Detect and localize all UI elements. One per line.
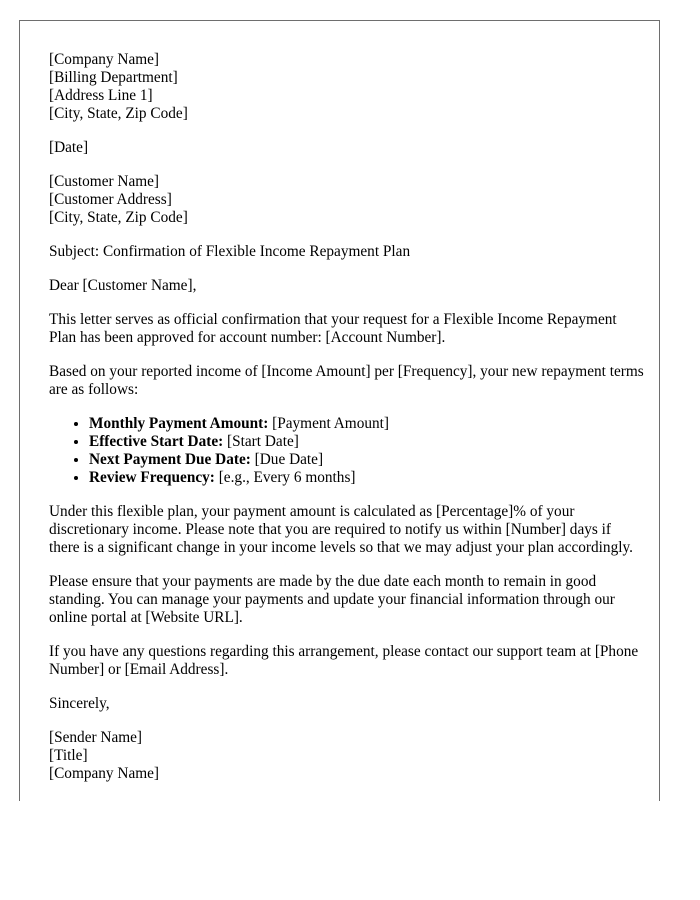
contact-paragraph: If you have any questions regarding this arrangement, please contact our support team at [Phone Number] or [Email Address].	[49, 643, 639, 678]
term-value: [Start Date]	[223, 433, 299, 450]
term-value: [Due Date]	[250, 451, 324, 468]
repayment-terms-list	[49, 415, 645, 487]
term-label: Next Payment Due Date:	[89, 451, 251, 468]
term-label: Monthly Payment Amount:	[89, 415, 269, 432]
payments-paragraph: Please ensure that your payments are made by the due date each month to remain in good standing. You can manage your payments and update your financial information through our online portal at [Website URL].	[49, 573, 615, 626]
term-value: [Payment Amount]	[268, 415, 389, 432]
sender-address-block	[49, 51, 645, 123]
recipient-address: [Customer Address]	[49, 191, 172, 208]
intro-paragraph: This letter serves as official confirmation that your request for a Flexible Income Repayment Plan has been approved for account number: [Account Number].	[49, 311, 617, 346]
salutation: Dear [Customer Name],	[49, 277, 197, 294]
recipient-city-state-zip: [City, State, Zip Code]	[49, 209, 188, 226]
signature-title: [Title]	[49, 747, 88, 764]
sender-department: [Billing Department]	[49, 69, 178, 86]
subject-line: Subject: Confirmation of Flexible Income Repayment Plan	[49, 243, 411, 260]
closing: Sincerely,	[49, 695, 110, 712]
list-item	[89, 451, 645, 469]
signature-name: [Sender Name]	[49, 729, 143, 746]
term-value: [e.g., Every 6 months]	[214, 469, 356, 486]
list-item	[89, 469, 645, 487]
signature-company: [Company Name]	[49, 765, 160, 782]
letter-date	[49, 139, 645, 157]
recipient-address-block	[49, 173, 645, 227]
sender-city-state-zip: [City, State, Zip Code]	[49, 105, 188, 122]
terms-intro-paragraph: Based on your reported income of [Income Amount] per [Frequency], your new repayment terms are as follows:	[49, 363, 644, 398]
list-item	[89, 433, 645, 451]
letter-page	[19, 20, 660, 801]
flexible-plan-paragraph: Under this flexible plan, your payment amount is calculated as [Percentage]% of your discretionary income. Please note that you are required to notify us within [Number] days if there is a significant change in your income levels so that we may adjust your plan accordingly.	[49, 503, 633, 556]
term-label: Review Frequency:	[89, 469, 215, 486]
sender-address-line: [Address Line 1]	[49, 87, 153, 104]
list-item	[89, 415, 645, 433]
recipient-name: [Customer Name]	[49, 173, 160, 190]
date-text: [Date]	[49, 139, 89, 156]
letter-body	[49, 51, 645, 783]
term-label: Effective Start Date:	[89, 433, 224, 450]
signature-block	[49, 729, 645, 783]
sender-company: [Company Name]	[49, 51, 160, 68]
